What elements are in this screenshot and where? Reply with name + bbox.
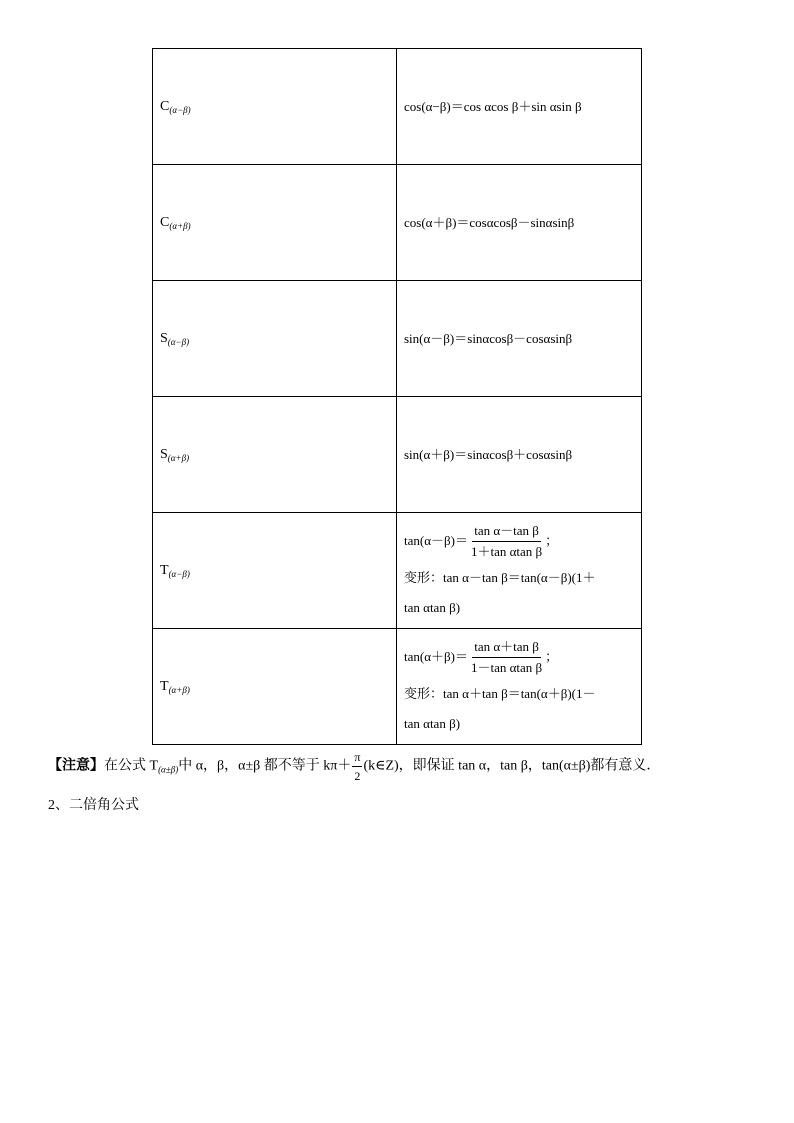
formula-text: sin(α－β)＝sinαcosβ－cosαsinβ	[404, 330, 573, 346]
formula-name: $T_{(\alpha-\beta)}$	[160, 562, 190, 579]
formula-name-cell	[153, 49, 397, 165]
fraction-formula: tan(α－β)＝ $\frac{\text{tan α－tan β}}{\text{1＋tan αtan β}}$ ；	[404, 523, 559, 560]
table-row	[153, 165, 642, 281]
formula-text: sin(α＋β)＝sinαcosβ＋cosαsinβ	[404, 446, 573, 462]
note-paragraph: 【注意】在公式 $T_{(\alpha\pm\beta)}$中 α，β，α±β 都不等于 kπ＋ $\frac{\pi}{2}$ (k∈Z)，即保证 tan α，tan β，tan(α±β)都有意义．	[48, 750, 661, 783]
formula-name: $C_{(\alpha+\beta)}$	[160, 214, 191, 231]
formula-cell	[397, 397, 642, 513]
formula-cell	[397, 629, 642, 745]
table-row	[153, 49, 642, 165]
formula-name-cell	[153, 513, 397, 629]
formula-table	[152, 48, 642, 745]
pi-over-2-fraction: $\frac{\pi}{2}$	[354, 750, 361, 783]
formula-text: cos(α＋β)＝cosαcosβ－sinαsinβ	[404, 214, 575, 230]
formula-cell	[397, 513, 642, 629]
formula-name-cell	[153, 397, 397, 513]
formula-name: $T_{(\alpha+\beta)}$	[160, 678, 190, 695]
fraction-numerator: tan α－tan β	[472, 523, 541, 542]
formula-name: $C_{(\alpha-\beta)}$	[160, 98, 191, 115]
table-row	[153, 281, 642, 397]
table-row	[153, 513, 642, 629]
fraction	[469, 523, 544, 560]
table-row	[153, 629, 642, 745]
formula-cell	[397, 165, 642, 281]
formula-cell	[397, 281, 642, 397]
formula-name: $S_{(\alpha+\beta)}$	[160, 446, 190, 463]
fraction-denominator: 1－tan αtan β	[470, 660, 543, 676]
variant-line: 变形：tan α＋tan β＝tan(α＋β)(1－	[404, 685, 596, 701]
section-heading: 2、二倍角公式	[48, 798, 139, 813]
fraction-numerator: tan α＋tan β	[472, 639, 541, 658]
fraction-denominator: 1＋tan αtan β	[470, 544, 543, 560]
variant-line: 变形：tan α－tan β＝tan(α－β)(1＋	[404, 569, 596, 585]
formula-name-cell	[153, 165, 397, 281]
formula-text: cos(α−β)＝cos αcos β＋sin αsin β	[404, 98, 582, 114]
note-tag: 【注意】	[48, 758, 104, 774]
fraction-formula: tan(α＋β)＝ $\frac{\text{tan α＋tan β}}{\text{1－tan αtan β}}$ ；	[404, 639, 559, 676]
formula-name-cell	[153, 281, 397, 397]
formula-name-cell	[153, 629, 397, 745]
formula-name: $S_{(\alpha-\beta)}$	[160, 330, 190, 347]
table-row	[153, 397, 642, 513]
fraction	[469, 639, 544, 676]
variant-line-cont: tan αtan β)	[404, 599, 461, 615]
formula-cell	[397, 49, 642, 165]
variant-line-cont: tan αtan β)	[404, 715, 461, 731]
